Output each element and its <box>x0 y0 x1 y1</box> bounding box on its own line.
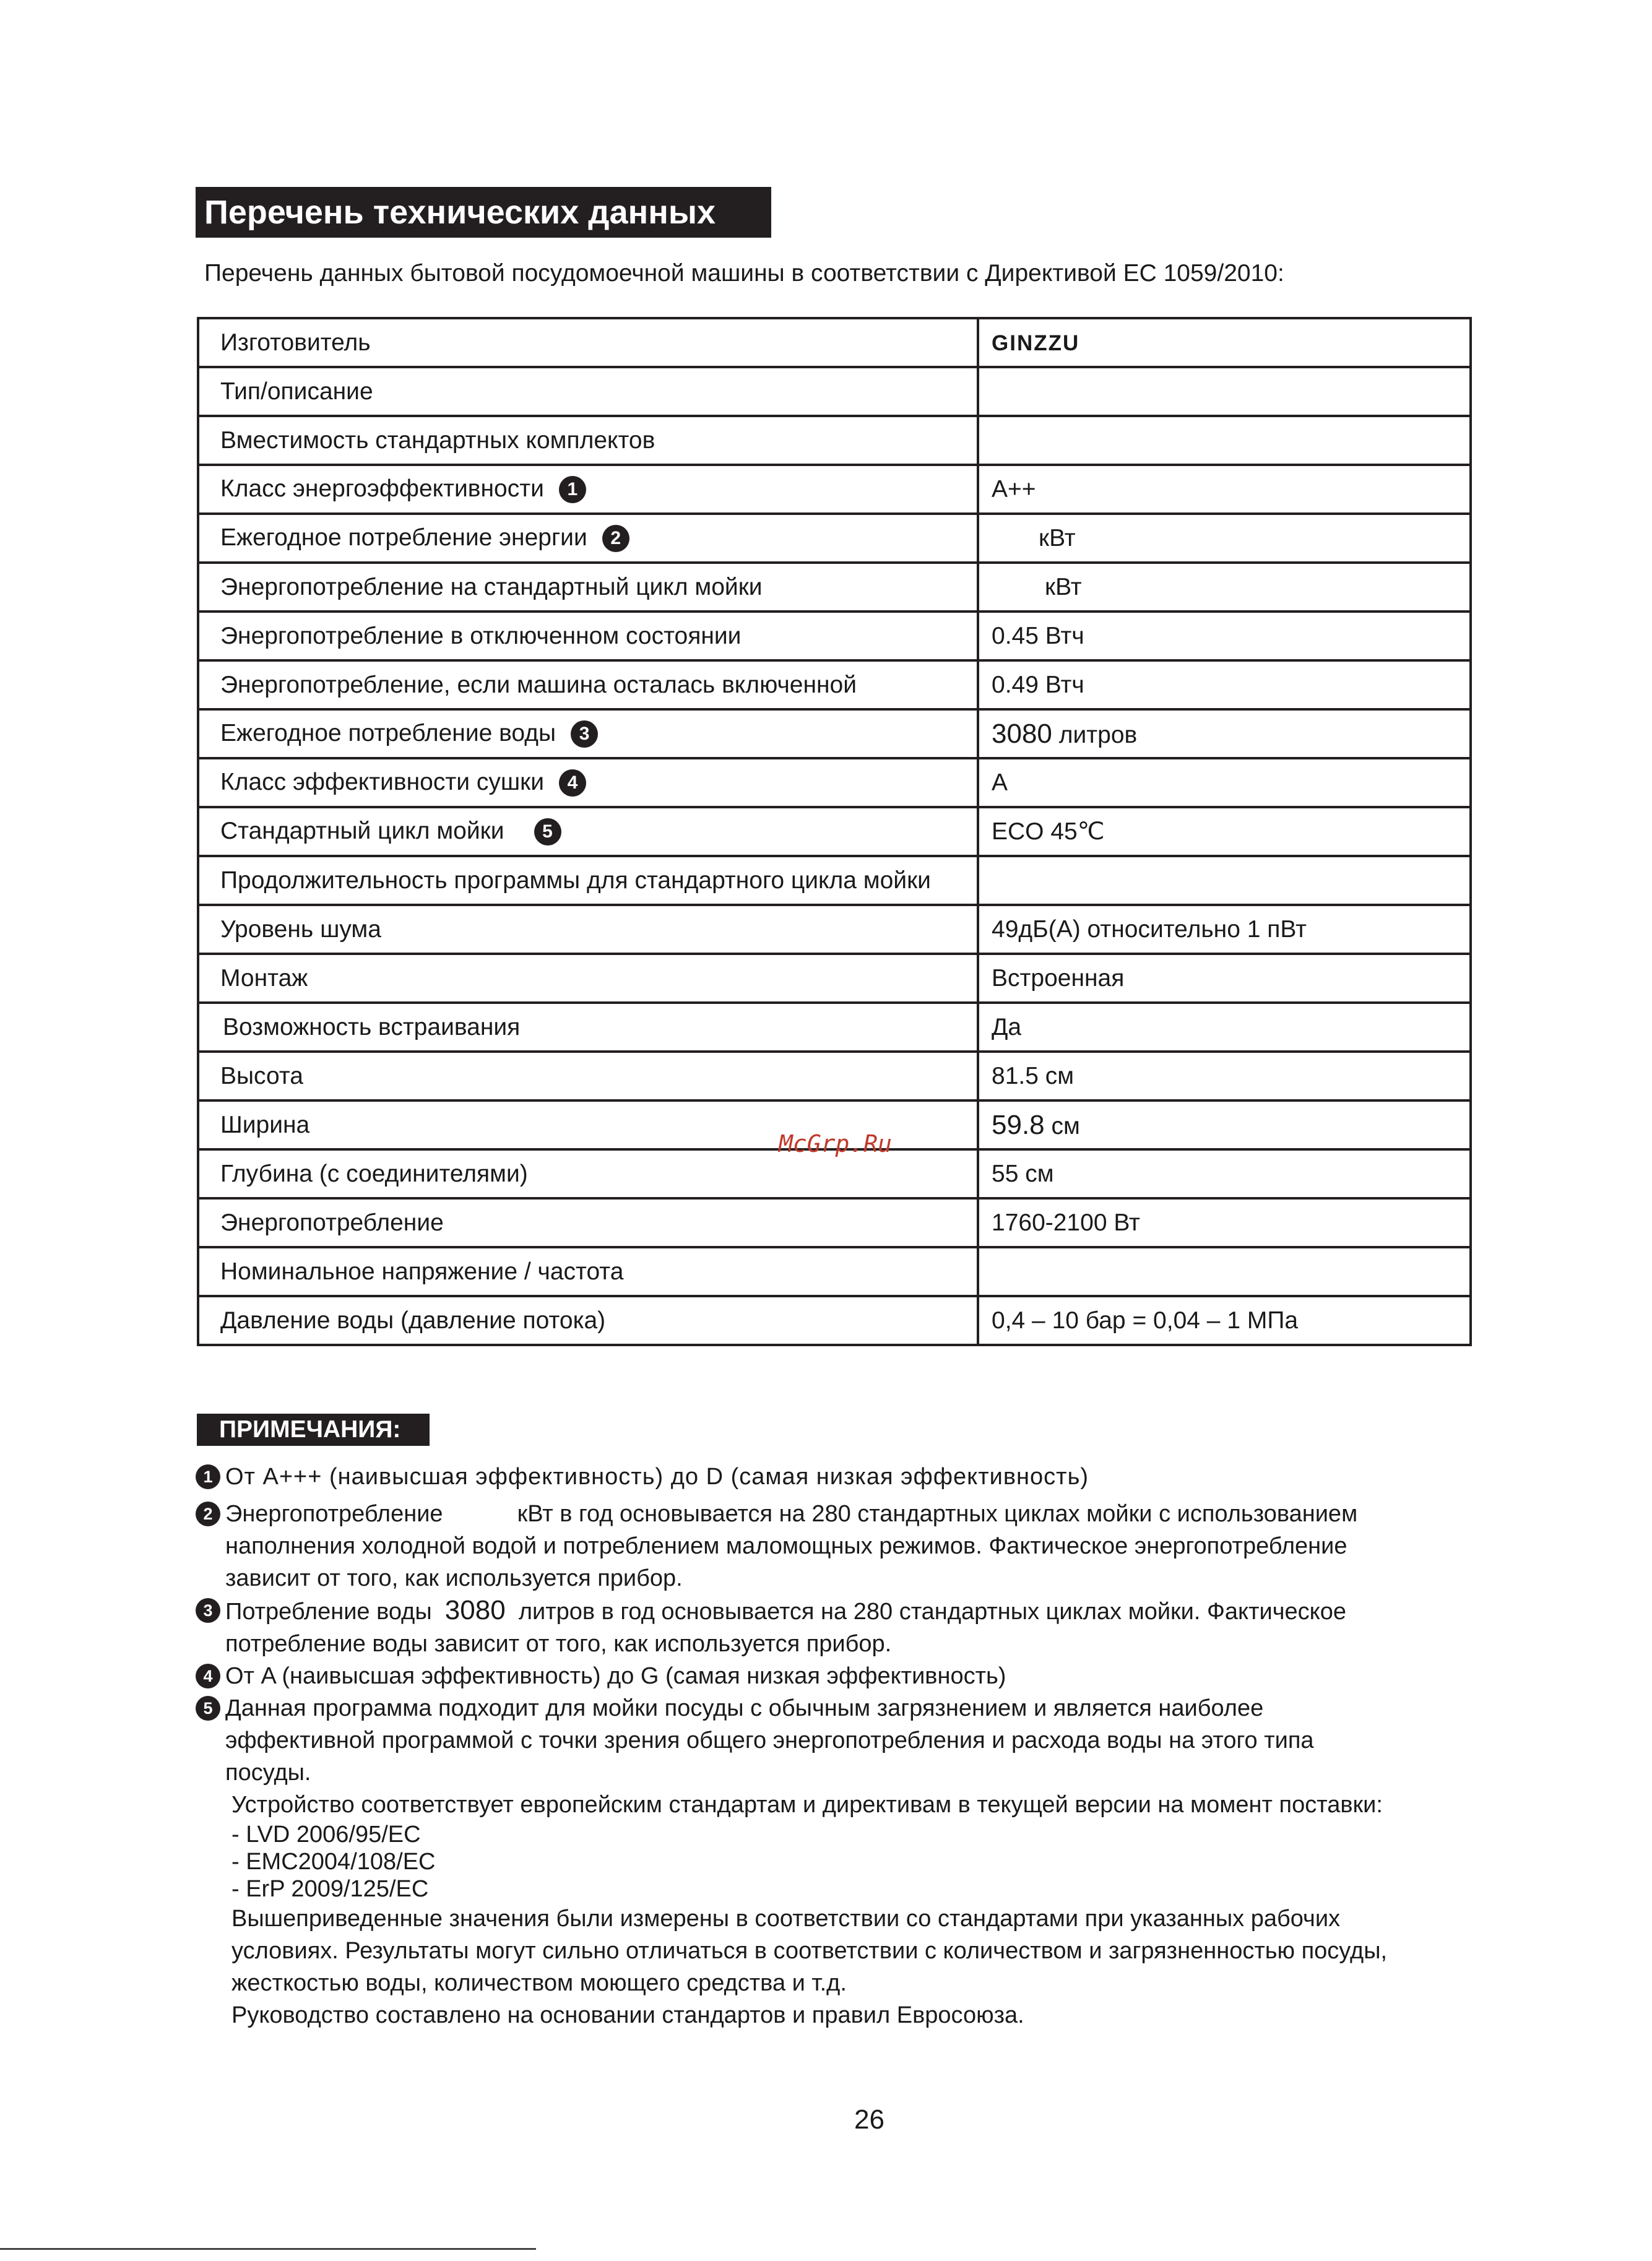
row-label-text: Ежегодное потребление воды <box>220 719 556 746</box>
row-label: Высота <box>198 1052 978 1100</box>
row-value: Да <box>978 1003 1471 1052</box>
note-text-a: Энергопотребление <box>225 1501 443 1527</box>
table-row <box>198 1003 1471 1052</box>
note-text <box>225 1692 1471 1789</box>
row-value: Встроенная <box>978 954 1471 1003</box>
row-label: Глубина (с соединителями) <box>198 1149 978 1198</box>
row-value <box>978 1100 1471 1149</box>
row-value: 1760-2100 Вт <box>978 1198 1471 1247</box>
row-label: Монтаж <box>198 954 978 1003</box>
note-marker-1: 1 <box>559 476 586 503</box>
note-line: наполнения холодной водой и потреблением маломощных режимов. Фактическое энергопотребление <box>225 1533 1347 1559</box>
note-marker-3: 3 <box>571 720 598 748</box>
row-value <box>978 416 1471 465</box>
value-number: 3080 <box>992 718 1052 749</box>
table-row <box>198 807 1471 856</box>
row-label-text: Ежегодное потребление энергии <box>220 524 587 551</box>
table-row <box>198 367 1471 416</box>
notes-section <box>196 1461 1471 2031</box>
table-row <box>198 1296 1471 1345</box>
row-value: A <box>978 758 1471 807</box>
spec-table <box>197 317 1472 1346</box>
row-value <box>978 367 1471 416</box>
row-label: Энергопотребление, если машина осталась включенной <box>198 660 978 709</box>
page-number: 26 <box>854 2104 884 2135</box>
table-row <box>198 1247 1471 1296</box>
brand-name: GINZZU <box>992 331 1080 355</box>
row-value: 0.45 Втч <box>978 612 1471 660</box>
note-line: посуды. <box>225 1760 311 1786</box>
note-number-3: 3 <box>196 1598 220 1623</box>
table-row <box>198 1052 1471 1100</box>
note-line <box>225 1594 1471 1628</box>
row-label: Вместимость стандартных комплектов <box>198 416 978 465</box>
row-value <box>978 318 1471 367</box>
row-value: кВт <box>978 514 1471 563</box>
row-value: 55 см <box>978 1149 1471 1198</box>
row-label <box>198 807 978 856</box>
table-row <box>198 905 1471 954</box>
row-label: Энергопотребление на стандартный цикл мойки <box>198 563 978 612</box>
watermark: McGrp.Ru <box>779 1130 893 1157</box>
value-number: 59.8 <box>992 1109 1045 1140</box>
row-label <box>198 514 978 563</box>
note-number-5: 5 <box>196 1696 220 1721</box>
row-value: 0,4 – 10 бар = 0,04 – 1 МПа <box>978 1296 1471 1345</box>
note-line: зависит от того, как используется прибор. <box>225 1565 683 1591</box>
table-row <box>198 563 1471 612</box>
row-value: A++ <box>978 465 1471 514</box>
note-text: От A+++ (наивысшая эффективность) до D (самая низкая эффективность) <box>225 1464 1089 1490</box>
row-label <box>198 465 978 514</box>
note-line <box>225 1498 1471 1530</box>
intro-text: Перечень данных бытовой посудомоечной машины в соответствии с Директивой EC 1059/2010: <box>204 260 1284 287</box>
row-label: Номинальное напряжение / частота <box>198 1247 978 1296</box>
row-value <box>978 856 1471 905</box>
notes-title: ПРИМЕЧАНИЯ: <box>197 1414 430 1446</box>
note-3 <box>196 1594 1471 1660</box>
row-label: Давление воды (давление потока) <box>198 1296 978 1345</box>
row-label: Энергопотребление <box>198 1198 978 1247</box>
note-value: 3080 <box>444 1595 506 1625</box>
note-line: эффективной программой с точки зрения общего энергопотребления и расхода воды на этого типа <box>225 1727 1314 1753</box>
table-row <box>198 465 1471 514</box>
value-unit: см <box>1044 1112 1080 1139</box>
note-marker-4: 4 <box>559 769 586 797</box>
row-label: Тип/описание <box>198 367 978 416</box>
note-text-b: литров в год основывается на 280 стандартных циклах мойки. Фактическое <box>518 1599 1346 1625</box>
row-label: Возможность встраивания <box>198 1003 978 1052</box>
row-value: кВт <box>978 563 1471 612</box>
row-label: Ширина <box>198 1100 978 1149</box>
note-2 <box>196 1498 1471 1594</box>
table-row <box>198 612 1471 660</box>
notes-extra <box>196 1789 1471 2031</box>
row-value: 0.49 Втч <box>978 660 1471 709</box>
note-line: - EMC2004/108/EC <box>231 1849 436 1875</box>
note-text: От A (наивысшая эффективность) до G (самая низкая эффективность) <box>225 1663 1006 1689</box>
row-value: 81.5 см <box>978 1052 1471 1100</box>
footer-divider <box>0 2248 536 2250</box>
note-line: Устройство соответствует европейским стандартам и директивам в текущей версии на момент поставки: <box>231 1792 1383 1818</box>
table-row <box>198 514 1471 563</box>
row-value: 49дБ(A) относительно 1 пВт <box>978 905 1471 954</box>
note-1 <box>196 1461 1471 1493</box>
table-row <box>198 856 1471 905</box>
note-line: Вышеприведенные значения были измерены в соответствии со стандартами при указанных рабочих <box>231 1906 1341 1932</box>
note-line: - ErP 2009/125/EC <box>231 1876 429 1902</box>
note-5 <box>196 1692 1471 1789</box>
note-number-1: 1 <box>196 1464 220 1489</box>
row-label <box>198 709 978 758</box>
note-text-b: кВт в год основывается на 280 стандартных циклах мойки с использованием <box>517 1501 1358 1527</box>
row-label: Продолжительность программы для стандартного цикла мойки <box>198 856 978 905</box>
row-label: Изготовитель <box>198 318 978 367</box>
note-text <box>225 1594 1471 1660</box>
row-value: ECO 45℃ <box>978 807 1471 856</box>
note-text-a: Потребление воды <box>225 1599 432 1625</box>
note-line: Данная программа подходит для мойки посуды с обычным загрязнением и является наиболее <box>225 1695 1264 1721</box>
row-label <box>198 758 978 807</box>
table-row <box>198 660 1471 709</box>
table-row <box>198 416 1471 465</box>
note-marker-2: 2 <box>602 525 629 552</box>
row-value <box>978 709 1471 758</box>
table-row <box>198 318 1471 367</box>
table-row <box>198 758 1471 807</box>
note-line: Руководство составлено на основании стандартов и правил Евросоюза. <box>231 2002 1024 2028</box>
row-label-text: Класс энергоэффективности <box>220 475 544 502</box>
table-row <box>198 1198 1471 1247</box>
row-label: Уровень шума <box>198 905 978 954</box>
row-value <box>978 1247 1471 1296</box>
note-line: жесткостью воды, количеством моющего средства и т.д. <box>231 1970 847 1996</box>
row-label-text: Стандартный цикл мойки <box>220 817 504 844</box>
note-text <box>225 1498 1471 1594</box>
page-title: Перечень технических данных <box>196 187 771 238</box>
table-row <box>198 709 1471 758</box>
note-marker-5: 5 <box>534 818 561 845</box>
note-line: условиях. Результаты могут сильно отличаться в соответствии с количеством и загрязненностью посуды, <box>231 1938 1388 1964</box>
row-label-text: Класс эффективности сушки <box>220 768 544 795</box>
note-line: потребление воды зависит от того, как используется прибор. <box>225 1631 892 1657</box>
note-line: - LVD 2006/95/EC <box>231 1822 421 1848</box>
note-number-4: 4 <box>196 1664 220 1688</box>
note-4 <box>196 1660 1471 1692</box>
table-row <box>198 954 1471 1003</box>
value-unit: литров <box>1052 721 1138 748</box>
row-label: Энергопотребление в отключенном состоянии <box>198 612 978 660</box>
note-number-2: 2 <box>196 1502 220 1526</box>
